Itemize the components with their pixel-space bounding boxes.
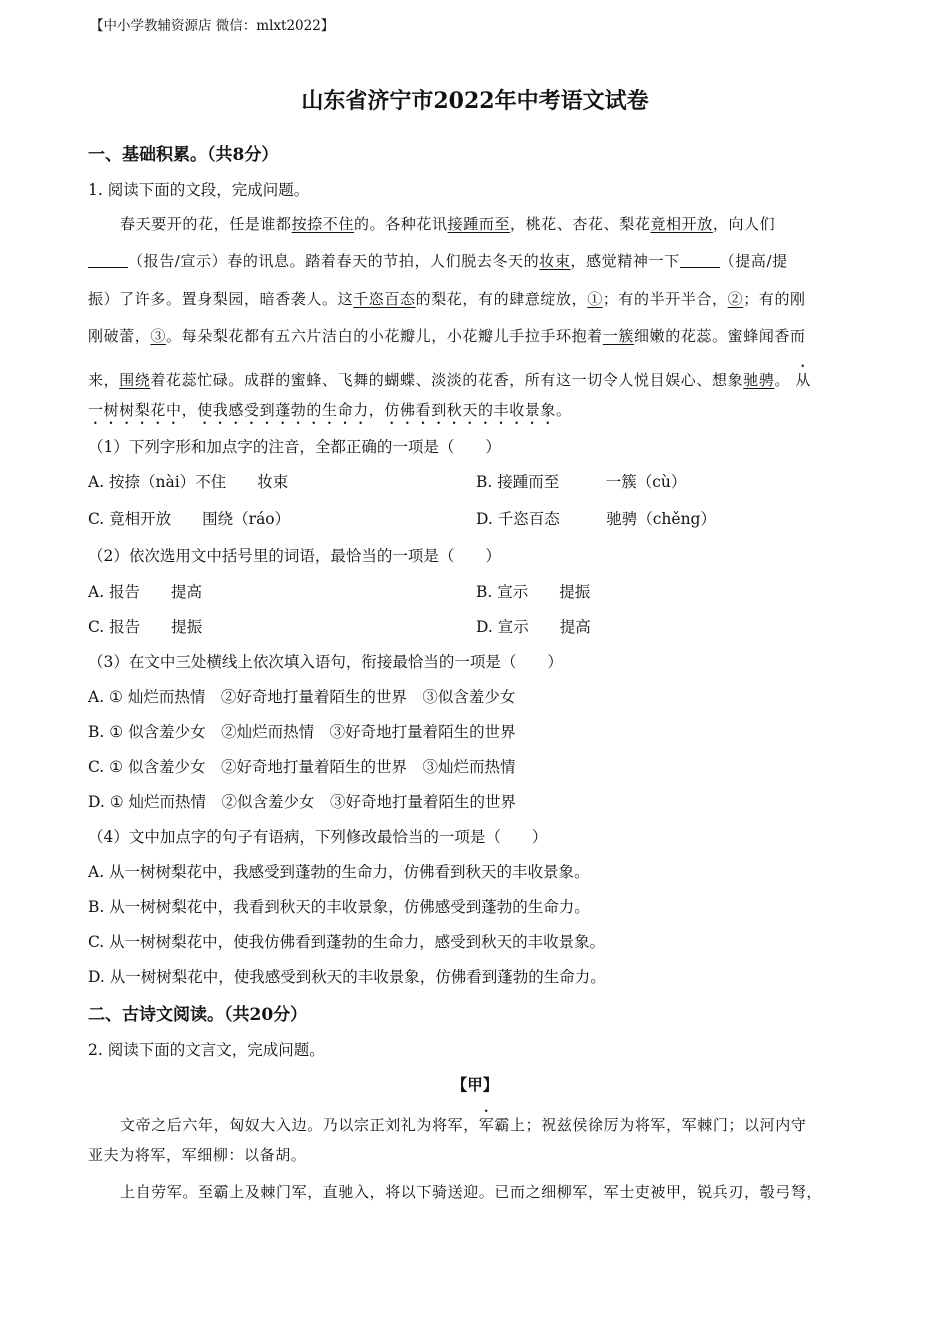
sub-question-3-stem: （3）在文中三处横线上依次填入语句，衔接最恰当的一项是（ ） — [88, 653, 563, 671]
option-4b[interactable]: B. 从一树树梨花中，我看到秋天的丰收景象，仿佛感受到蓬勃的生命力。 — [88, 898, 590, 916]
sub-question-2-stem: （2）依次选用文中括号里的词语，最恰当的一项是（ ） — [88, 547, 501, 565]
option-4a[interactable]: A. 从一树树梨花中，我感受到蓬勃的生命力，仿佛看到秋天的丰收景象。 — [88, 863, 590, 881]
text-jia-label: 【甲】 — [451, 1075, 499, 1094]
passage-line-3: 振）了许多。置身梨园，暗香袭人。这千恣百态的梨花，有的肆意绽放，①；有的半开半合，②；有的刚 — [88, 290, 806, 308]
passage-line-5: 来，围绕着花蕊忙碌。成群的蜜蜂、飞舞的蝴蝶、淡淡的花香，所有这一切令人悦目娱心、想象驰骋。 从 — [88, 371, 812, 389]
passage-line-2: （报告/宣示）春的讯息。踏着春天的节拍，人们脱去冬天的妆束，感觉精神一下 （提高/提 — [88, 250, 863, 271]
option-3c[interactable]: C. ① 似含羞少女 ②好奇地打量着陌生的世界 ③灿烂而热情 — [88, 758, 516, 776]
option-3b[interactable]: B. ① 似含羞少女 ②灿烂而热情 ③好奇地打量着陌生的世界 — [88, 723, 516, 741]
option-3a[interactable]: A. ① 灿烂而热情 ②好奇地打量着陌生的世界 ③似含羞少女 — [88, 688, 516, 706]
classical-text-line-1: 文帝之后六年，匈奴大入边。乃以宗正刘礼为将军，军霸上；祝兹侯徐厉为将军，军棘门；以河内守 — [120, 1116, 807, 1134]
option-2c[interactable]: C. 报告 提振 — [88, 618, 203, 636]
section-2-heading: 二、古诗文阅读。（共20分） — [88, 1005, 308, 1025]
classical-text-line-3: 上自劳军。至霸上及棘门军，直驰入，将以下骑送迎。已而之细柳军，军士吏被甲，锐兵刃，彀弓弩， — [120, 1183, 823, 1201]
option-1b[interactable]: B. 接踵而至 一簇（cù） — [476, 473, 687, 491]
classical-text-line-2: 亚夫为将军，军细柳：以备胡。 — [88, 1146, 307, 1164]
option-2a[interactable]: A. 报告 提高 — [88, 583, 203, 601]
sub-question-1-stem: （1）下列字形和加点字的注音，全都正确的一项是（ ） — [88, 438, 501, 456]
page-header: 【中小学教辅资源店 微信：mlxt2022】 — [90, 18, 335, 34]
option-2b[interactable]: B. 宣示 提振 — [476, 583, 591, 601]
option-4d[interactable]: D. 从一树树梨花中，使我感受到秋天的丰收景象，仿佛看到蓬勃的生命力。 — [88, 968, 606, 986]
option-2d[interactable]: D. 宣示 提高 — [476, 618, 591, 636]
option-1c[interactable]: C. 竟相开放 围绕（ráo） — [88, 510, 291, 528]
passage-line-1: 春天要开的花，任是谁都按捺不住的。各种花讯接踵而至，桃花、杏花、梨花竟相开放，向人们 — [120, 215, 776, 233]
option-1a[interactable]: A. 按捺（nài）不住 妆束 — [88, 473, 289, 491]
option-4c[interactable]: C. 从一树树梨花中，使我仿佛看到蓬勃的生命力，感受到秋天的丰收景象。 — [88, 933, 606, 951]
option-3d[interactable]: D. ① 灿烂而热情 ②似含羞少女 ③好奇地打量着陌生的世界 — [88, 793, 517, 811]
passage-line-4: 刚破蕾，③。每朵梨花都有五六片洁白的小花瓣儿，小花瓣儿手拉手环抱着一簇细嫩的花蕊。蜜蜂闻香而 — [88, 327, 806, 345]
question-2-stem: 2. 阅读下面的文言文，完成问题。 — [88, 1041, 325, 1059]
fill-blank — [88, 253, 128, 268]
option-1d[interactable]: D. 千恣百态 驰骋（chěng） — [476, 510, 716, 528]
question-1-stem: 1. 阅读下面的文段，完成问题。 — [88, 181, 310, 199]
fill-blank — [680, 253, 720, 268]
section-1-heading: 一、基础积累。（共8分） — [88, 145, 279, 165]
passage-line-6: 一树树梨花中，使我感受到蓬勃的生命力，仿佛看到秋天的丰收景象。 — [88, 401, 572, 419]
exam-title: 山东省济宁市2022年中考语文试卷 — [301, 88, 649, 114]
sub-question-4-stem: （4）文中加点字的句子有语病，下列修改最恰当的一项是（ ） — [88, 828, 548, 846]
